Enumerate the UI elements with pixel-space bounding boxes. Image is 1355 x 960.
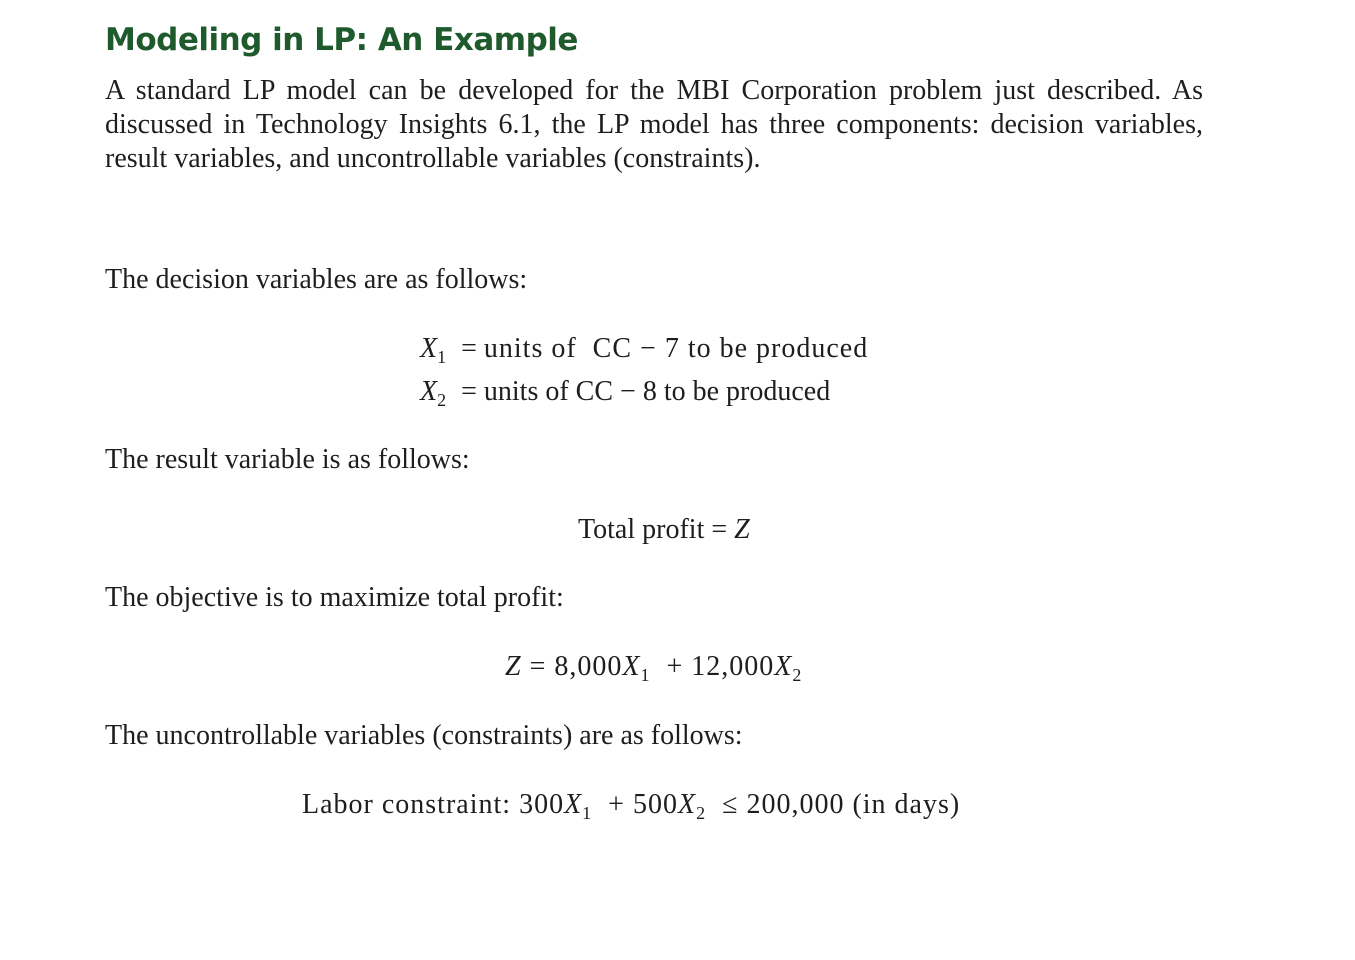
section-heading: Modeling in LP: An Example xyxy=(105,22,578,58)
variable-symbol: X xyxy=(420,376,438,407)
operator-plus: + xyxy=(608,789,625,820)
decision-variable-x1 xyxy=(420,332,868,366)
objective-intro: The objective is to maximize total profit: xyxy=(105,582,564,613)
coefficient-2: 500 xyxy=(632,789,678,820)
variable-subscript: 2 xyxy=(437,390,447,410)
variable-symbol: X xyxy=(564,789,583,820)
result-lhs: Total profit xyxy=(578,514,705,545)
result-equation xyxy=(578,513,750,547)
constraint-label: Labor constraint: xyxy=(302,789,512,820)
constraints-intro: The uncontrollable variables (constraints) are as follows: xyxy=(105,720,743,751)
relation-symbol: ≤ xyxy=(722,789,739,820)
result-rhs: Z xyxy=(734,514,750,545)
variable-symbol: X xyxy=(622,651,641,682)
variable-symbol: X xyxy=(774,651,793,682)
intro-paragraph: A standard LP model can be developed for the MBI Corporation problem just described. As discussed in Technology Insights 6.1, the LP model has three components: decision variables, result variables, and uncontrollable variables (constraints). xyxy=(105,75,1203,174)
objective-lhs: Z xyxy=(505,651,522,682)
variable-subscript: 1 xyxy=(640,665,651,685)
variable-subscript: 2 xyxy=(792,665,803,685)
relation-symbol: = xyxy=(461,376,477,407)
decision-variables-intro: The decision variables are as follows: xyxy=(105,264,528,295)
objective-equation xyxy=(505,650,802,684)
variable-description: units of CC − 7 to be produced xyxy=(483,333,869,364)
variable-subscript: 1 xyxy=(582,803,593,823)
coefficient-1: 8,000 xyxy=(554,651,623,682)
result-variable-intro: The result variable is as follows: xyxy=(105,444,470,475)
coefficient-1: 300 xyxy=(519,789,565,820)
constraint-unit: (in days) xyxy=(852,789,961,820)
relation-symbol: = xyxy=(529,651,547,682)
operator-plus: + xyxy=(666,651,684,682)
variable-symbol: X xyxy=(420,333,438,364)
variable-description: units of CC − 8 to be produced xyxy=(483,376,831,407)
relation-symbol: = xyxy=(711,514,728,545)
constraint-rhs: 200,000 xyxy=(746,789,845,820)
variable-subscript: 1 xyxy=(437,347,447,367)
relation-symbol: = xyxy=(461,333,477,364)
coefficient-2: 12,000 xyxy=(691,651,775,682)
labor-constraint xyxy=(302,788,960,822)
decision-variable-x2 xyxy=(420,375,830,409)
variable-symbol: X xyxy=(677,789,697,820)
variable-subscript: 2 xyxy=(696,803,707,823)
